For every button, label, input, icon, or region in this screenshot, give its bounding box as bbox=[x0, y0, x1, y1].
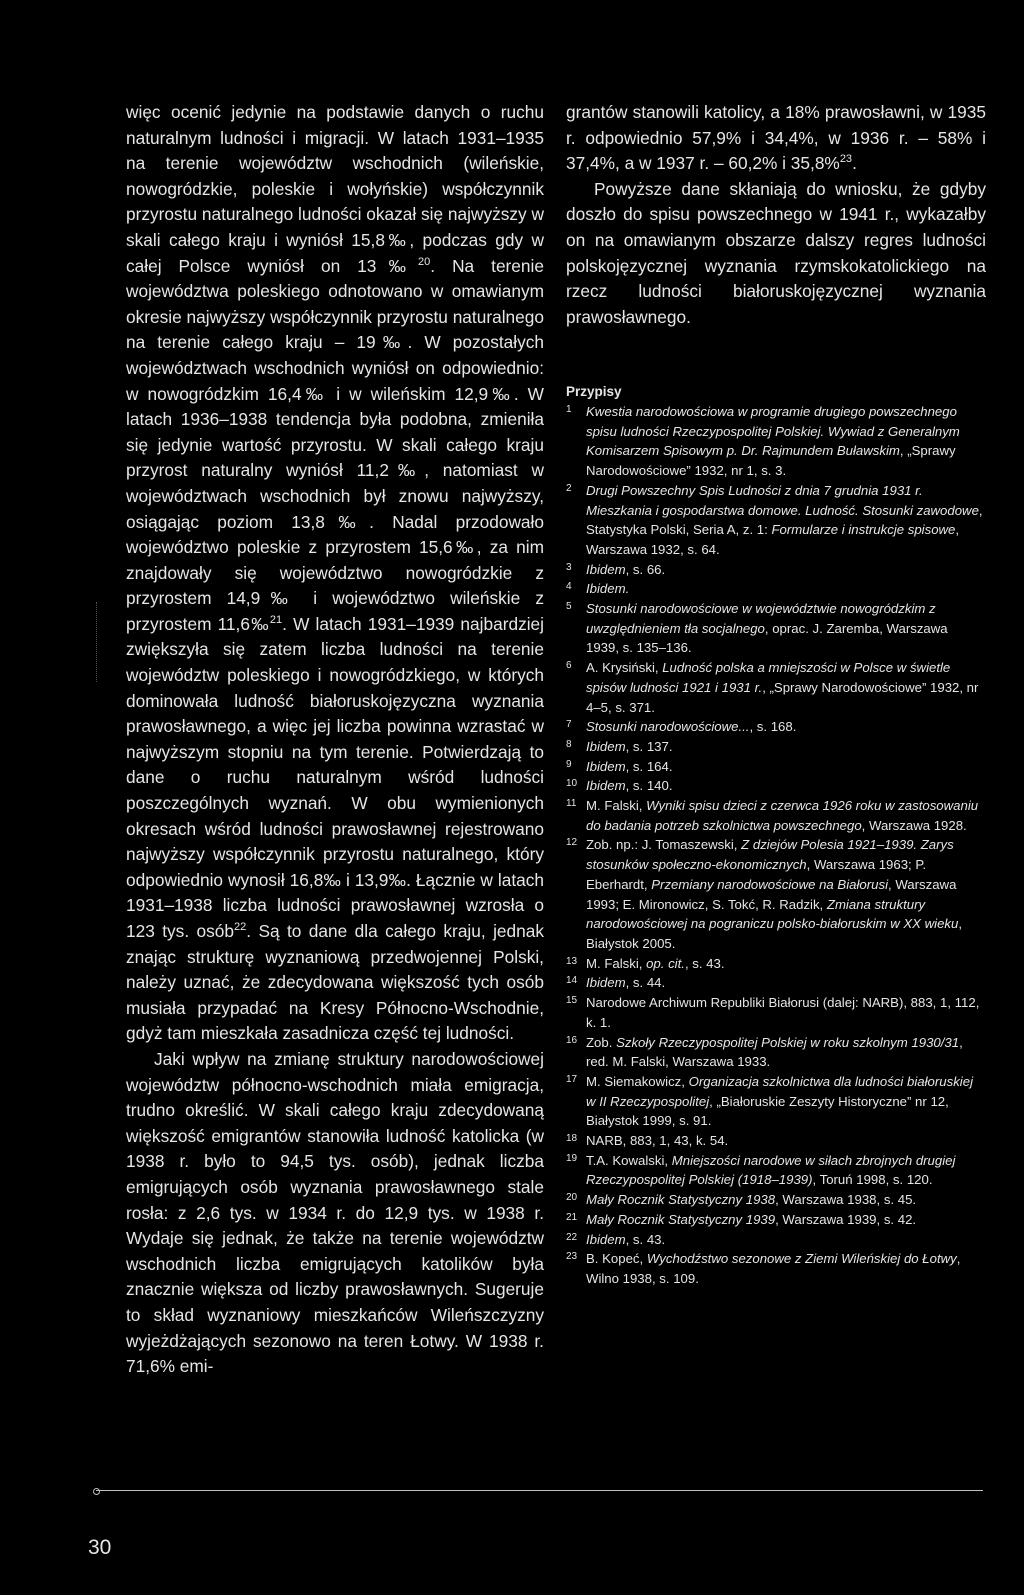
footnote-ref[interactable]: 23 bbox=[839, 153, 853, 166]
body-paragraph: Jaki wpływ na zmianę struktury narodowościowej województw północno-wschodnich miała emigracja, trudno określić. W skali całego kraju zdecydowaną większość emigrantów stanowiła ludność katolicka (w 1938 r. było to 94,5 tys. osób), jednak liczba emigrujących osób wyznania prawosławnego stale rosła: z 2,6 tys. w 1934 r. do 12,9 tys. w 1938 r. Wydaje się jednak, że także na terenie województw wschodnich liczba emigrujących katolików była znacznie większa od liczby prawosławnych. Sugeruje to skład wyznaniowy mieszkańców Wileńszczyzny wyjeżdżających sezonowo na teren Łotwy. W 1938 r. 71,6% emi- bbox=[126, 1048, 544, 1377]
footnote: 15 Narodowe Archiwum Republiki Białorusi (dalej: NARB), 883, 1, 112, k. 1. bbox=[566, 995, 980, 1030]
page-number: 30 bbox=[88, 1536, 112, 1559]
margin-mark bbox=[96, 602, 98, 682]
footnote: 18 NARB, 883, 1, 43, k. 54. bbox=[566, 1133, 729, 1149]
footnote: 1 Kwestia narodowościowa w programie drugiego powszechnego spisu ludności Rzeczypospolitej Polskiej. Wywiad z Generalnym Komisarzem Spisowym p. Dr. Rajmundem Buławskim, „Sprawy Narodowościowe” 1932, nr 1, s. 3. bbox=[566, 404, 960, 479]
footnote-ref[interactable]: 22 bbox=[234, 921, 247, 934]
footnote: 7 Stosunki narodowościowe..., s. 168. bbox=[566, 719, 797, 735]
footnote: 2 Drugi Powszechny Spis Ludności z dnia 7 grudnia 1931 r. Mieszkania i gospodarstwa domowe. Ludność. Stosunki zawodowe, Statystyka Polski, Seria A, z. 1: Formularze i instrukcje spisowe, Warszawa 1932, s. 64. bbox=[566, 482, 983, 557]
footnote: 11 M. Falski, Wyniki spisu dzieci z czerwca 1926 roku w zastosowaniu do badania potrzeb szkolnictwa powszechnego, Warszawa 1928. bbox=[566, 798, 979, 833]
footnote: 22 Ibidem, s. 43. bbox=[566, 1231, 666, 1247]
body-paragraph: Powyższe dane skłaniają do wniosku, że gdyby doszło do spisu powszechnego w 1941 r., wykazałby on na omawianym obszarze dalszy regres ludności polskojęzycznej wyznania rzymskokatolickiego na rzecz ludności białoruskojęzycznej wyznania prawosławnego. bbox=[566, 178, 986, 327]
main-text-right-column bbox=[566, 100, 986, 330]
footnote: 14 Ibidem, s. 44. bbox=[566, 975, 666, 991]
footnote: 21 Mały Rocznik Statystyczny 1939, Warszawa 1939, s. 42. bbox=[566, 1211, 917, 1227]
footer-rule bbox=[96, 1490, 983, 1491]
footnote: 9 Ibidem, s. 164. bbox=[566, 758, 673, 774]
footnote: 5 Stosunki narodowościowe w województwie nowogródzkim z uwzględnieniem tła socjalnego, oprac. J. Zaremba, Warszawa 1939, s. 135–136. bbox=[566, 601, 948, 656]
footnote-ref[interactable]: 20 bbox=[418, 255, 431, 268]
footnote: 6 A. Krysiński, Ludność polska a mniejszości w Polsce w świetle spisów ludności 1921 i 1931 r., „Sprawy Narodowościowe” 1932, nr 4–5, s. 371. bbox=[566, 660, 979, 715]
footnote: 20 Mały Rocznik Statystyczny 1938, Warszawa 1938, s. 45. bbox=[566, 1192, 917, 1208]
body-paragraph: więc ocenić jedynie na podstawie danych o ruchu naturalnym ludności i migracji. W latach 1931–1935 na terenie województw wschodnich (wileńskie, nowogródzkie, poleskie i wołyńskie) współczynnik przyrostu naturalnego ludności okazał się najwyższy w skali całego kraju i wyniósł 15,8‰, podczas gdy w całej Polsce wyniósł on 13‰$^{20}$. Na terenie województwa poleskiego odnotowano w omawianym okresie najwyższy współczynnik przyrostu naturalnego na terenie całego kraju – 19‰. W pozostałych województwach wschodnich wyniósł on odpowiednio: w nowogródzkim 16,4‰ i w wileńskim 12,9‰. W latach 1936–1938 tendencja była podobna, zmieniła się jedynie wartość przyrostu. W skali całego kraju przyrost naturalny wyniósł 11,2‰, natomiast w województwach wschodnich był znowu najwyższy, osiągając poziom 13,8‰. Nadal przodowało województwo poleskie z przyrostem 15,6‰, za nim znajdowały się województwo nowogródzkie z przyrostem 14,9‰ i województwo wileńskie z przyrostem 11,6‰$^{21}$. W latach 1931–1939 najbardziej zwiększyła się zatem liczba ludności na terenie województw poleskiego i nowogródzkiego, w których dominowała ludność białoruskojęzyczna wyznania prawosławnego, a więc jej liczba powinna wzrastać w najwyższym stopniu na tym terenie. Potwierdzają to dane o ruchu naturalnym wśród ludności poszczególnych wyznań. W obu wymienionych okresach wśród ludności prawosławnej rejestrowano najwyższy współczynnik przyrostu naturalnego, który odpowiednio wynosił 16,8‰ i 13,9‰. Łącznie w latach 1931–1938 liczba ludności prawosławnej wzrosła o 123 tys. osób$^{22}$. Są to dane dla całego kraju, jednak znając strukturę wyznaniową przedwojennej Polski, należy uznać, że zdecydowana większość tych osób musiała przypadać na Kresy Północno-Wschodnie, gdyż tam mieszkała zasadnicza część tej ludności. bbox=[126, 102, 545, 1044]
footnote: 13 M. Falski, op. cit., s. 43. bbox=[566, 955, 725, 971]
footnote: 4 Ibidem. bbox=[566, 581, 630, 597]
main-text-left-column bbox=[126, 100, 544, 1380]
footnotes-heading: Przypisy bbox=[566, 384, 622, 399]
footnote: 16 Zob. Szkoły Rzeczypospolitej Polskiej w roku szkolnym 1930/31, red. M. Falski, Warszawa 1933. bbox=[566, 1034, 963, 1070]
footnote: 12 Zob. np.: J. Tomaszewski, Z dziejów Polesia 1921–1939. Zarys stosunków społeczno-ekonomicznych, Warszawa 1963; P. Eberhardt, Przemiany narodowościowe na Białorusi, Warszawa 1993; E. Mironowicz, S. Tokć, R. Radzik, Zmiana struktury narodowościowej na pograniczu polsko-białoruskim w XX wieku, Białystok 2005. bbox=[566, 837, 963, 951]
footnote-ref[interactable]: 21 bbox=[269, 614, 283, 627]
footnote: 10 Ibidem, s. 140. bbox=[566, 778, 673, 794]
footnote: 23 B. Kopeć, Wychodźstwo sezonowe z Ziemi Wileńskiej do Łotwy, Wilno 1938, s. 109. bbox=[566, 1251, 961, 1286]
footnote: 19 T.A. Kowalski, Mniejszości narodowe w siłach zbrojnych drugiej Rzeczypospolitej Polskiej (1918–1939), Toruń 1998, s. 120. bbox=[566, 1152, 956, 1188]
footnote: 17 M. Siemakowicz, Organizacja szkolnictwa dla ludności białoruskiej w II Rzeczypospolitej, „Białoruskie Zeszyty Historyczne” nr 12, Białystok 1999, s. 91. bbox=[566, 1073, 973, 1129]
footnote: 3 Ibidem, s. 66. bbox=[566, 561, 666, 577]
footnote: 8 Ibidem, s. 137. bbox=[566, 738, 673, 754]
footnotes-list bbox=[566, 402, 984, 1289]
body-paragraph: grantów stanowili katolicy, a 18% prawosławni, w 1935 r. odpowiednio 57,9% i 34,4%, w 1936 r. – 58% i 37,4%, a w 1937 r. – 60,2% i 35,8%$^{23}$. bbox=[566, 102, 986, 174]
